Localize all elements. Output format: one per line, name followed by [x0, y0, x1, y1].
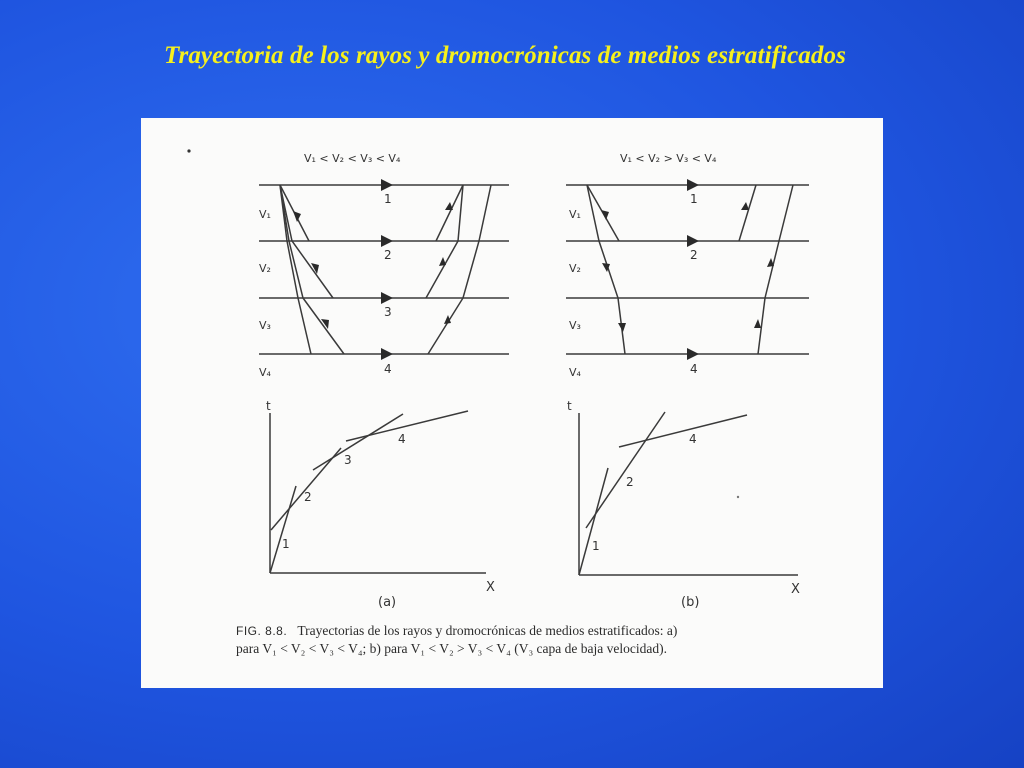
panel-a-x-axis-label: X [486, 580, 495, 595]
figure-caption [236, 622, 856, 657]
panel-a-segment-label: 3 [344, 453, 352, 467]
scan-speck [737, 496, 739, 498]
caption-line-2: para V₁ < V₂ < V₃ < V₄; b) para V₁ < V₂ > V₃ < V₄ (V₃ capa de baja velocidad). [236, 641, 667, 656]
caption-text-1: Trayectorias de los rayos y dromocrónicas de medios estratificados: a) [297, 623, 678, 638]
panel-a-rays-up [426, 185, 491, 354]
caption-fig-label: FIG. 8.8. [236, 624, 288, 638]
panel-b-layer-label: V₄ [569, 366, 581, 379]
panel-b-layer-label: V₂ [569, 262, 581, 275]
caption-line-1 [236, 622, 856, 640]
ray-path-diagrams [141, 118, 883, 688]
panel-a-velocity-relation: V₁ < V₂ < V₃ < V₄ [304, 152, 401, 165]
panel-b-segment-label: 4 [689, 432, 697, 446]
panel-b-ray-number: 4 [690, 362, 698, 376]
panel-a-layer-label: V₄ [259, 366, 271, 379]
panel-b-ray-number: 2 [690, 248, 698, 262]
panel-b-layer-label: V₃ [569, 319, 581, 332]
panel-a-segment-label: 1 [282, 537, 290, 551]
panel-b-layer-label: V₁ [569, 208, 581, 221]
panel-a-t-axis-label: t [266, 399, 271, 413]
scan-speck [187, 149, 190, 152]
panel-a-ray-number: 1 [384, 192, 392, 206]
panel-b-segment-label: 1 [592, 539, 600, 553]
panel-b-x-axis-label: X [791, 582, 800, 597]
panel-b-ray-number: 1 [690, 192, 698, 206]
slide-title: Trayectoria de los rayos y dromocrónicas de medios estratificados [164, 42, 846, 69]
panel-a-segment-label: 4 [398, 432, 406, 446]
figure-panel [141, 118, 883, 688]
panel-b-segment-label: 2 [626, 475, 634, 489]
panel-b-t-axis-label: t [567, 399, 572, 413]
panel-a-ray-number: 3 [384, 305, 392, 319]
panel-a-ray-number: 4 [384, 362, 392, 376]
panel-b-velocity-relation: V₁ < V₂ > V₃ < V₄ [620, 152, 717, 165]
interface-arrowheads [381, 179, 699, 360]
ray-arrowheads [293, 202, 774, 332]
panel-a-layer-label: V₂ [259, 262, 271, 275]
panel-a-layer-label: V₁ [259, 208, 271, 221]
panel-b-rays [587, 185, 793, 354]
panel-a-ray-number: 2 [384, 248, 392, 262]
panel-a-label: (a) [378, 595, 397, 610]
panel-a-segment-label: 2 [304, 490, 312, 504]
panel-a-rays-down [280, 185, 344, 354]
travel-time-graphs [270, 411, 798, 575]
panel-b-label: (b) [681, 595, 700, 610]
panel-a-layer-label: V₃ [259, 319, 271, 332]
